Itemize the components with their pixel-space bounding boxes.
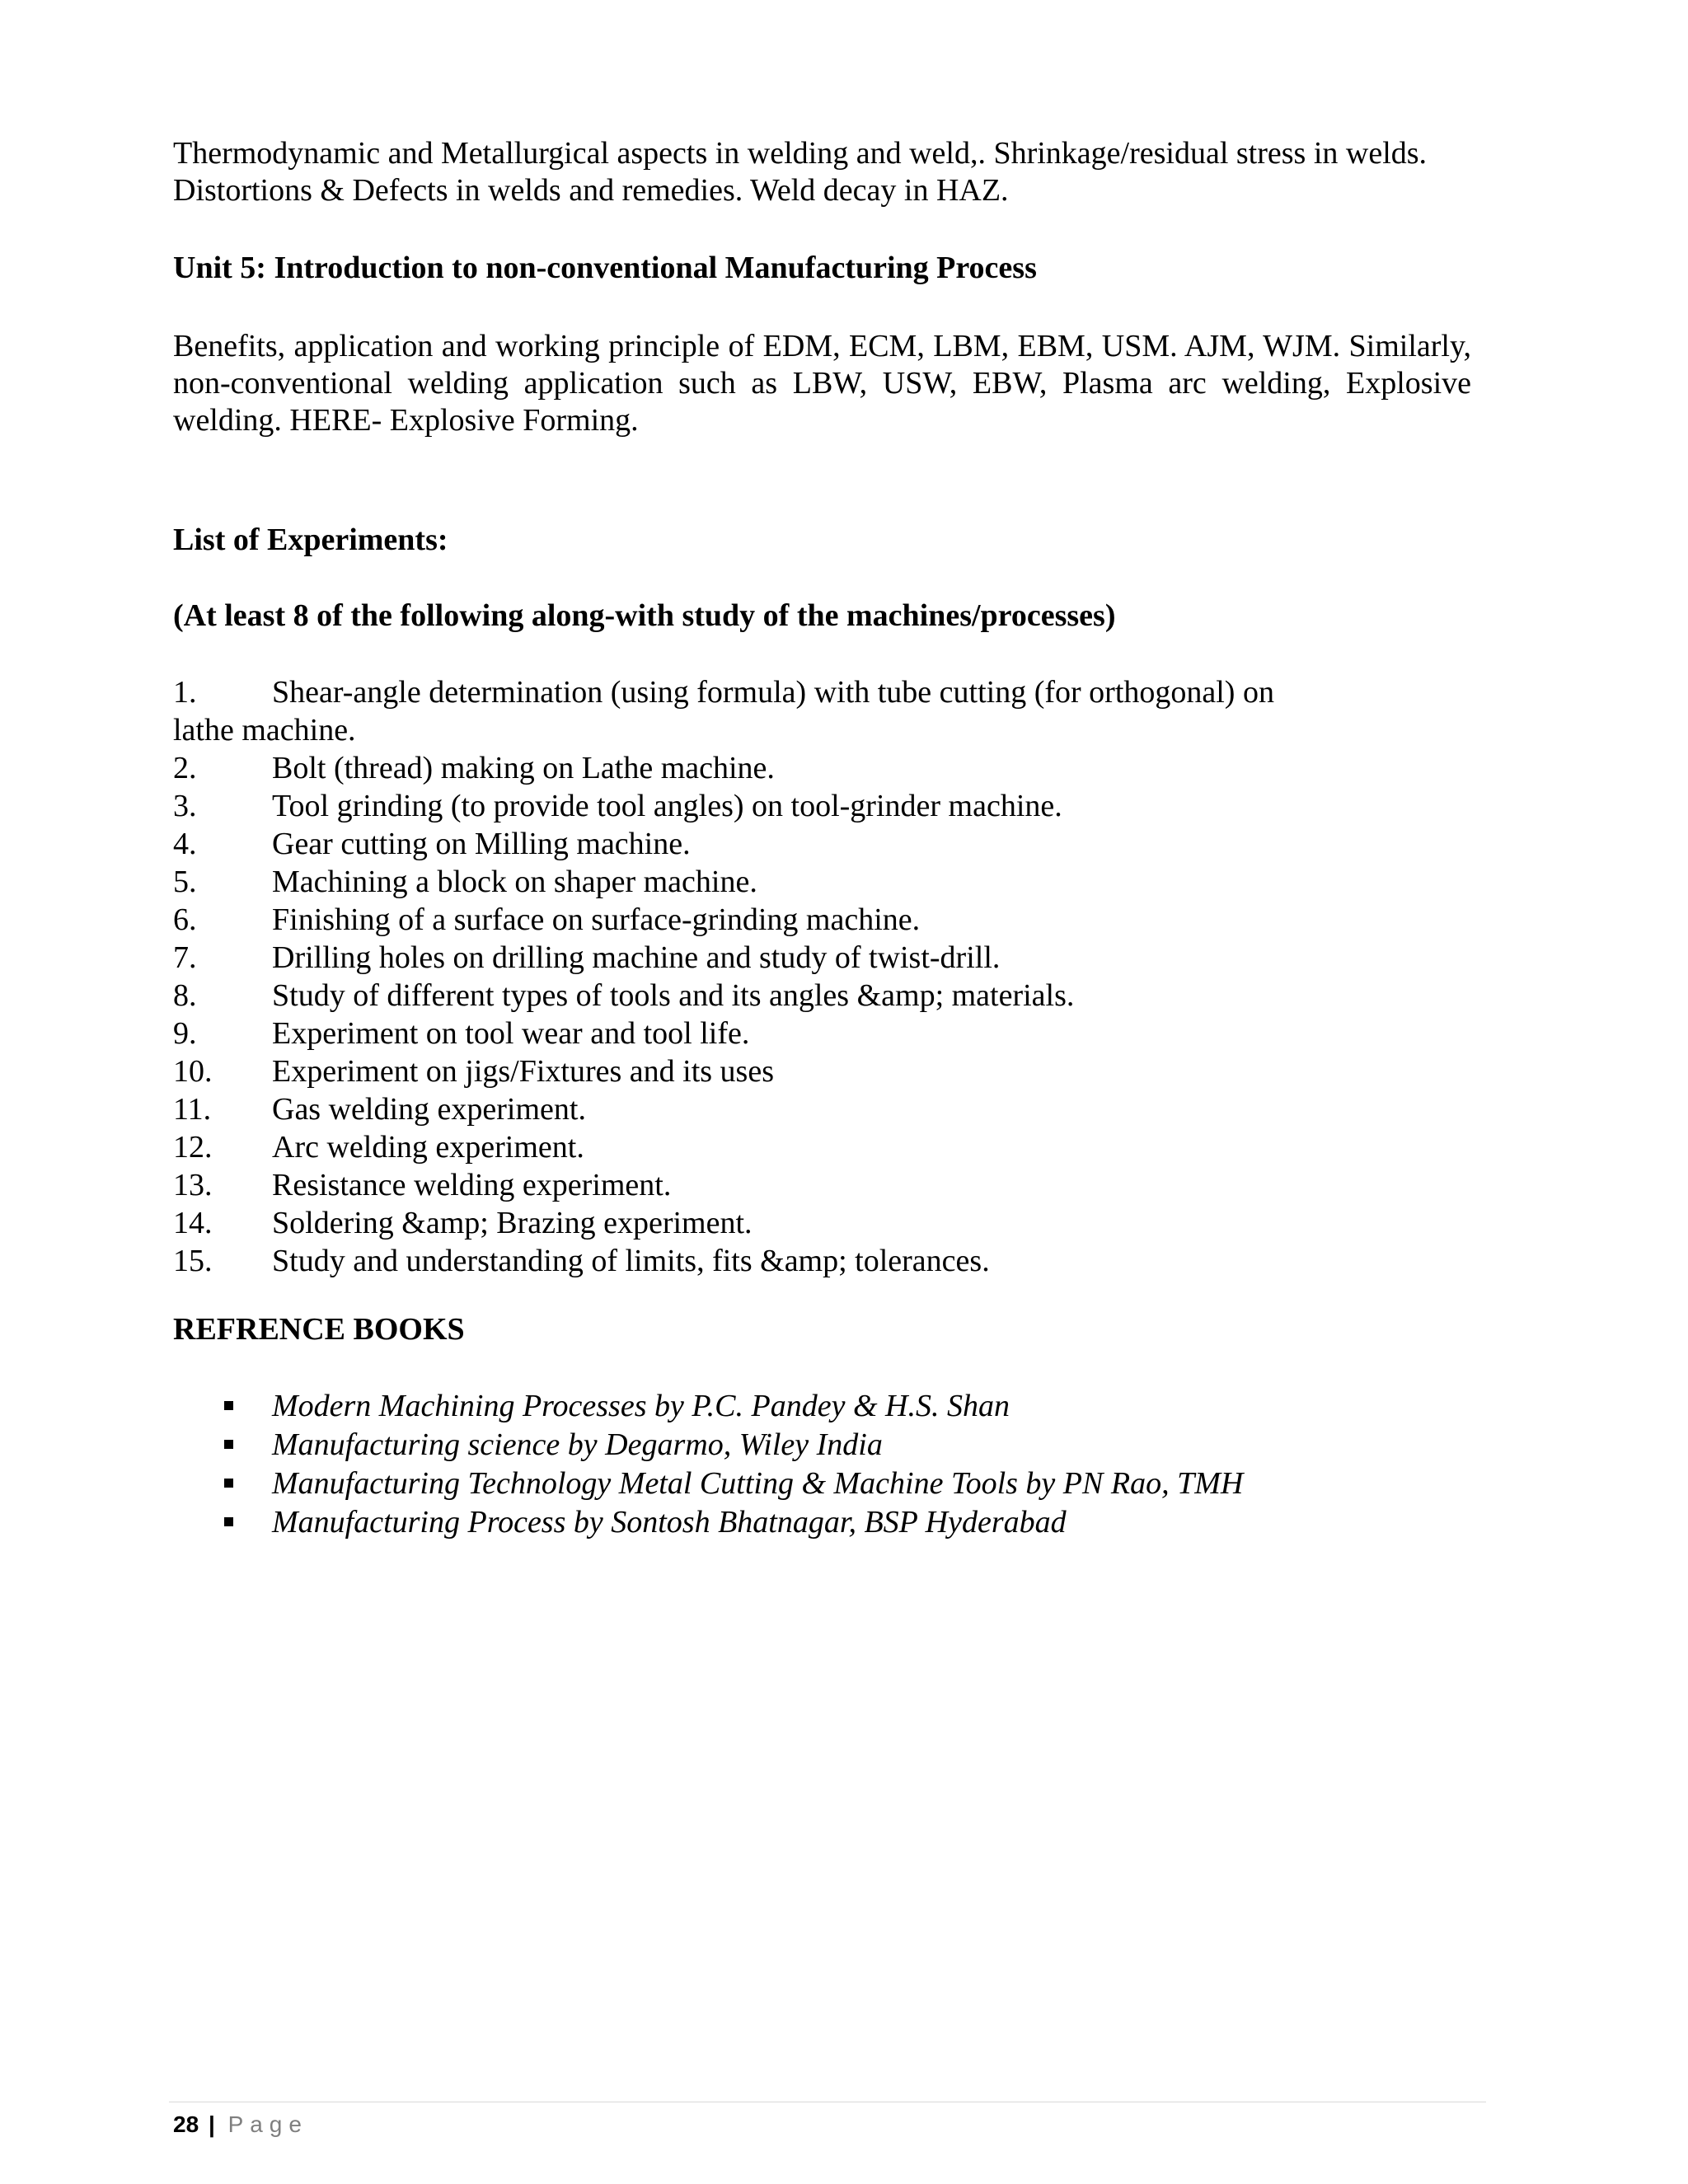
experiment-number: 15. [173, 1244, 213, 1278]
references-heading: REFRENCE BOOKS [173, 1312, 465, 1347]
experiment-text: Resistance welding experiment. [272, 1168, 672, 1202]
experiment-number: 8. [173, 978, 197, 1013]
experiment-item [173, 825, 1492, 863]
experiment-item [173, 901, 1492, 939]
experiment-item [173, 787, 1492, 825]
experiments-list [173, 673, 1492, 1280]
reference-book-title: Manufacturing Technology Metal Cutting & Machine Tools by PN Rao, TMH [272, 1466, 1244, 1501]
footer-separator: | [208, 2111, 215, 2137]
experiments-heading: List of Experiments: [173, 523, 448, 557]
experiment-number: 5. [173, 865, 197, 899]
page-label: Page [227, 2111, 308, 2137]
experiment-number: 4. [173, 827, 197, 861]
page-footer [173, 2110, 308, 2139]
experiment-text: Study and understanding of limits, fits &amp; tolerances. [272, 1244, 990, 1278]
experiment-item [173, 939, 1492, 977]
experiment-number: 9. [173, 1016, 197, 1051]
experiment-text-continuation: lathe machine. [173, 713, 356, 748]
intro-paragraph: Thermodynamic and Metallurgical aspects in welding and weld,. Shrinkage/residual stress in welds. Distortions & Defects in welds and remedies. Weld decay in HAZ. [173, 136, 1428, 208]
experiment-number: 14. [173, 1206, 213, 1240]
experiment-text: Shear-angle determination (using formula) with tube cutting (for orthogonal) on [272, 675, 1274, 710]
experiment-item [173, 1128, 1492, 1166]
experiment-item [173, 1204, 1492, 1242]
experiment-number: 1. [173, 675, 197, 710]
experiment-item [173, 1090, 1492, 1128]
page-number: 28 [173, 2111, 199, 2137]
experiment-number: 3. [173, 789, 197, 823]
experiment-item [173, 673, 1492, 749]
experiment-text: Arc welding experiment. [272, 1130, 584, 1165]
reference-book-title: Manufacturing Process by Sontosh Bhatnagar, BSP Hyderabad [272, 1505, 1067, 1540]
experiment-item [173, 1166, 1492, 1204]
reference-book-title: Modern Machining Processes by P.C. Pandey & H.S. Shan [272, 1389, 1010, 1423]
experiment-item [173, 1015, 1492, 1052]
experiment-number: 12. [173, 1130, 213, 1165]
experiment-text: Experiment on jigs/Fixtures and its uses [272, 1054, 775, 1089]
experiment-number: 6. [173, 902, 197, 937]
experiment-text: Study of different types of tools and its angles &amp; materials. [272, 978, 1075, 1013]
experiment-number: 13. [173, 1168, 213, 1202]
experiment-text: Drilling holes on drilling machine and study of twist-drill. [272, 940, 1001, 975]
square-bullet-icon [224, 1517, 233, 1526]
experiment-item [173, 1052, 1492, 1090]
square-bullet-icon [224, 1479, 233, 1488]
experiment-item [173, 863, 1492, 901]
square-bullet-icon [224, 1401, 233, 1410]
reference-book-title: Manufacturing science by Degarmo, Wiley India [272, 1427, 883, 1462]
experiment-number: 2. [173, 751, 197, 785]
experiment-number: 7. [173, 940, 197, 975]
experiment-text: Gear cutting on Milling machine. [272, 827, 691, 861]
unit5-paragraph: Benefits, application and working principle of EDM, ECM, LBM, EBM, USM. AJM, WJM. Similarly, non-conventional welding application such as LBW, USW, EBW, Plasma arc welding, Explosive welding. HERE- Explosive Forming. [173, 329, 1471, 438]
experiment-item [173, 1242, 1492, 1280]
experiment-text: Experiment on tool wear and tool life. [272, 1016, 750, 1051]
experiment-text: Gas welding experiment. [272, 1092, 586, 1127]
experiment-number: 11. [173, 1092, 212, 1127]
experiment-number: 10. [173, 1054, 213, 1089]
unit5-heading: Unit 5: Introduction to non-conventional Manufacturing Process [173, 251, 1037, 285]
experiments-note: (At least 8 of the following along-with study of the machines/processes) [173, 598, 1116, 633]
experiment-text: Finishing of a surface on surface-grinding machine. [272, 902, 921, 937]
experiment-item [173, 977, 1492, 1015]
experiment-text: Bolt (thread) making on Lathe machine. [272, 751, 775, 785]
square-bullet-icon [224, 1440, 233, 1449]
experiment-text: Tool grinding (to provide tool angles) on tool-grinder machine. [272, 789, 1062, 823]
experiment-text: Soldering &amp; Brazing experiment. [272, 1206, 753, 1240]
experiment-text: Machining a block on shaper machine. [272, 865, 757, 899]
experiment-item [173, 749, 1492, 787]
